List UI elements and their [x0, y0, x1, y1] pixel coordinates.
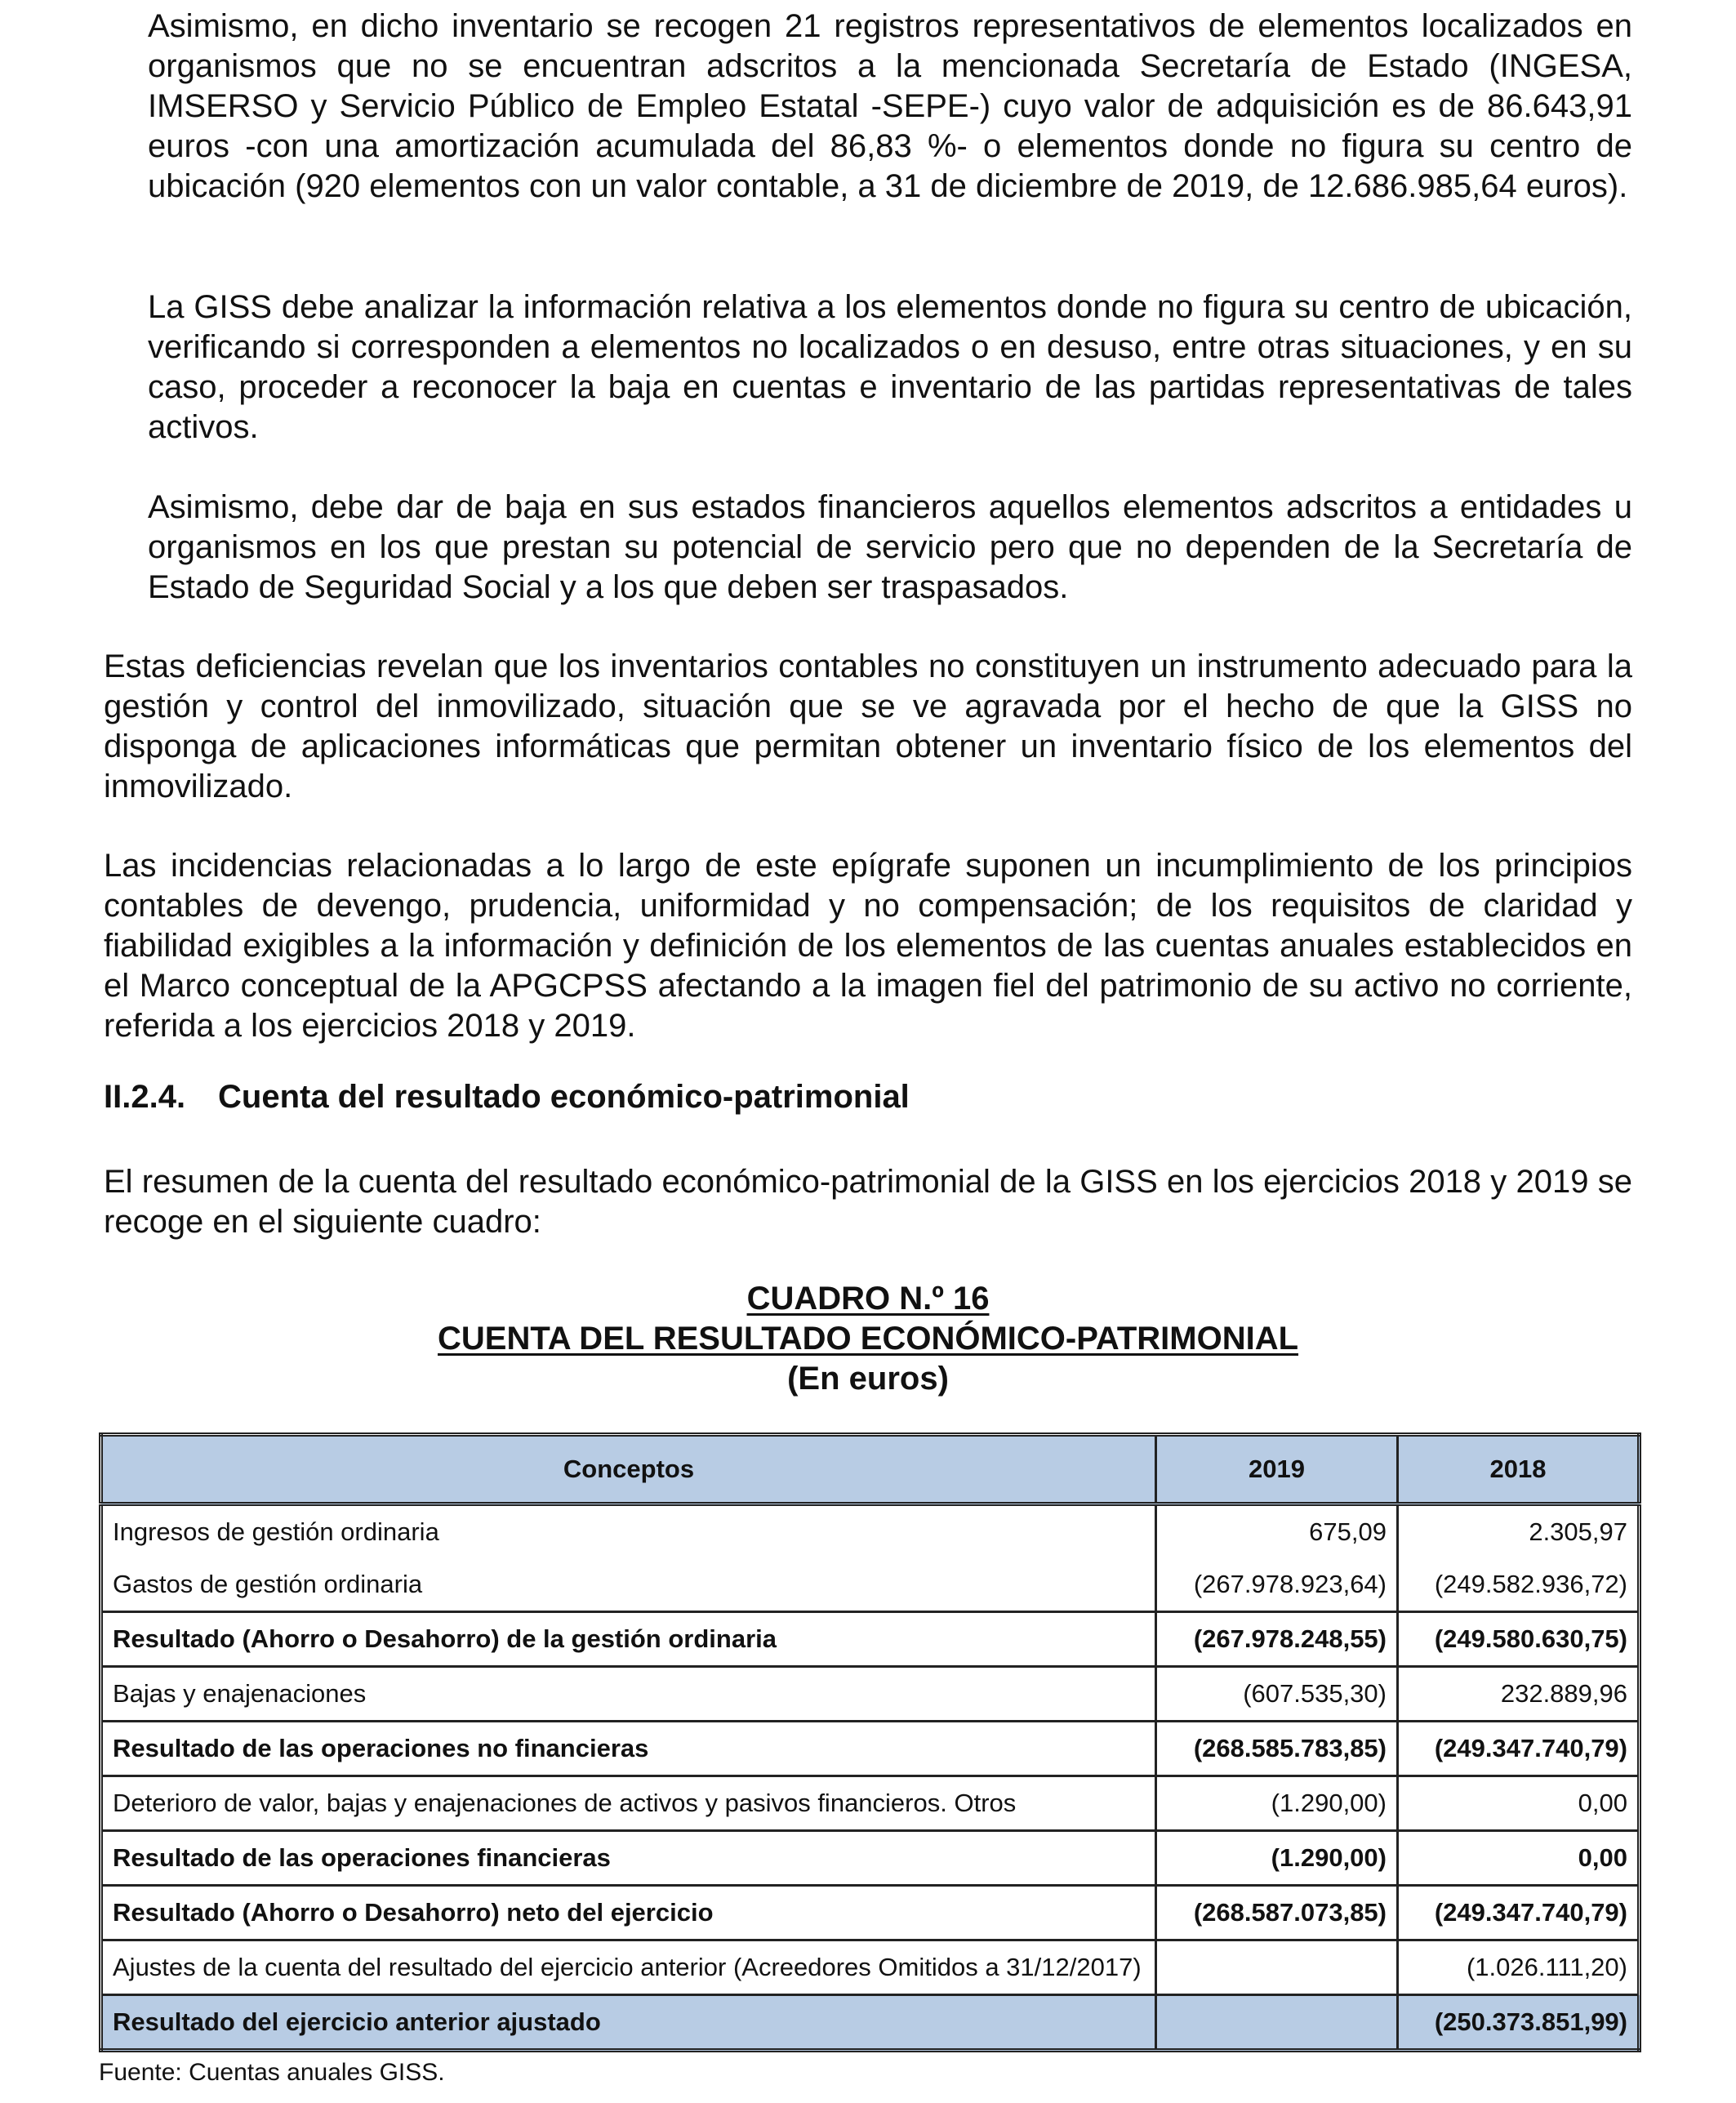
- table-row: [101, 1504, 1640, 1559]
- results-table: [99, 1432, 1641, 2052]
- table-row: [101, 1776, 1640, 1831]
- row-value-2018: (1.026.111,20): [1398, 1940, 1640, 1995]
- section-title: Cuenta del resultado económico-patrimonial: [218, 1079, 910, 1115]
- header-concepts: Conceptos: [101, 1435, 1156, 1504]
- row-value-2018: (249.347.740,79): [1398, 1722, 1640, 1776]
- table-label: CUADRO N.º 16: [746, 1281, 990, 1317]
- row-value-2018: 0,00: [1398, 1831, 1640, 1886]
- paragraph-derecognition: Asimismo, debe dar de baja en sus estados financieros aquellos elementos adscritos a entidades u organismos en los que prestan su potencial de servicio pero que no dependen de la Secretaría de Estado de Seguridad Social y a los que deben ser traspasados.: [148, 489, 1632, 605]
- paragraph-incidences: Las incidencias relacionadas a lo largo de este epígrafe suponen un incumplimiento de los principios contables de devengo, prudencia, uniformidad y no compensación; de los requisitos de claridad y fiabilidad exigibles a la información y definición de los elementos de las cuentas anuales establecidos en el Marco conceptual de la APGCPSS afectando a la imagen fiel del patrimonio de su activo no corriente, referida a los ejercicios 2018 y 2019.: [104, 848, 1632, 1044]
- row-value-2018: (250.373.851,99): [1398, 1995, 1640, 2051]
- table-title: CUENTA DEL RESULTADO ECONÓMICO-PATRIMONIAL: [437, 1321, 1299, 1357]
- row-value-2019: (268.585.783,85): [1156, 1722, 1398, 1776]
- row-concept: Resultado (Ahorro o Desahorro) de la gestión ordinaria: [101, 1612, 1156, 1667]
- table-source: Fuente: Cuentas anuales GISS.: [99, 2059, 445, 2086]
- row-value-2018: (249.580.630,75): [1398, 1612, 1640, 1667]
- paragraph-deficiencies: Estas deficiencias revelan que los inventarios contables no constituyen un instrumento adecuado para la gestión y control del inmovilizado, situación que se ve agravada por el hecho de que la GISS no disponga de aplicaciones informáticas que permitan obtener un inventario físico de los elementos del inmovilizado.: [104, 648, 1632, 804]
- table-row-subtotal: [101, 1612, 1640, 1667]
- row-concept: Resultado (Ahorro o Desahorro) neto del ejercicio: [101, 1886, 1156, 1940]
- row-value-2019: [1156, 1995, 1398, 2051]
- table-row-subtotal: [101, 1831, 1640, 1886]
- row-concept: Bajas y enajenaciones: [101, 1667, 1156, 1722]
- table-row-subtotal: [101, 1886, 1640, 1940]
- row-value-2019: (1.290,00): [1156, 1831, 1398, 1886]
- paragraph-inventory-registers: Asimismo, en dicho inventario se recogen 21 registros representativos de elementos localizados en organismos que no se encuentran adscritos a la mencionada Secretaría de Estado (INGESA, IMSERSO y Servicio Público de Empleo Estatal -SEPE-) cuyo valor de adquisición es de 86.643,91 euros -con una amortización acumulada del 86,83 %- o elementos donde no figura su centro de ubicación (920 elementos con un valor contable, a 31 de diciembre de 2019, de 12.686.985,64 euros).: [148, 8, 1632, 204]
- row-concept: Ingresos de gestión ordinaria: [101, 1504, 1156, 1559]
- table-row-total: [101, 1995, 1640, 2051]
- row-value-2018: (249.582.936,72): [1398, 1558, 1640, 1612]
- section-heading: [104, 1076, 910, 1118]
- row-concept: Resultado de las operaciones financieras: [101, 1831, 1156, 1886]
- row-value-2018: 0,00: [1398, 1776, 1640, 1831]
- row-concept: Deterioro de valor, bajas y enajenaciones de activos y pasivos financieros. Otros: [101, 1776, 1156, 1831]
- row-value-2019: (267.978.248,55): [1156, 1612, 1398, 1667]
- paragraph-summary-intro: El resumen de la cuenta del resultado económico-patrimonial de la GISS en los ejercicios 2018 y 2019 se recoge en el siguiente cuadro:: [104, 1164, 1632, 1240]
- table-row: [101, 1667, 1640, 1722]
- table-units: (En euros): [787, 1361, 949, 1397]
- paragraph-giss-analysis: La GISS debe analizar la información relativa a los elementos donde no figura su centro de ubicación, verificando si corresponden a elementos no localizados o en desuso, entre otras situaciones, y en su caso, proceder a reconocer la baja en cuentas e inventario de las partidas representativas de tales activos.: [148, 289, 1632, 445]
- table-row: [101, 1940, 1640, 1995]
- row-concept: Resultado de las operaciones no financieras: [101, 1722, 1156, 1776]
- row-concept: Ajustes de la cuenta del resultado del ejercicio anterior (Acreedores Omitidos a 31/12/2017): [101, 1940, 1156, 1995]
- row-value-2019: 675,09: [1156, 1504, 1398, 1559]
- row-concept: Resultado del ejercicio anterior ajustado: [101, 1995, 1156, 2051]
- header-2019: 2019: [1156, 1435, 1398, 1504]
- table-header-row: [101, 1435, 1640, 1504]
- row-value-2018: (249.347.740,79): [1398, 1886, 1640, 1940]
- row-concept: Gastos de gestión ordinaria: [101, 1558, 1156, 1612]
- row-value-2019: (1.290,00): [1156, 1776, 1398, 1831]
- row-value-2019: (268.587.073,85): [1156, 1886, 1398, 1940]
- table-row-subtotal: [101, 1722, 1640, 1776]
- row-value-2018: 232.889,96: [1398, 1667, 1640, 1722]
- section-number: II.2.4.: [104, 1079, 186, 1115]
- row-value-2019: (267.978.923,64): [1156, 1558, 1398, 1612]
- row-value-2019: [1156, 1940, 1398, 1995]
- table-row: [101, 1558, 1640, 1612]
- row-value-2019: (607.535,30): [1156, 1667, 1398, 1722]
- header-2018: 2018: [1398, 1435, 1640, 1504]
- row-value-2018: 2.305,97: [1398, 1504, 1640, 1559]
